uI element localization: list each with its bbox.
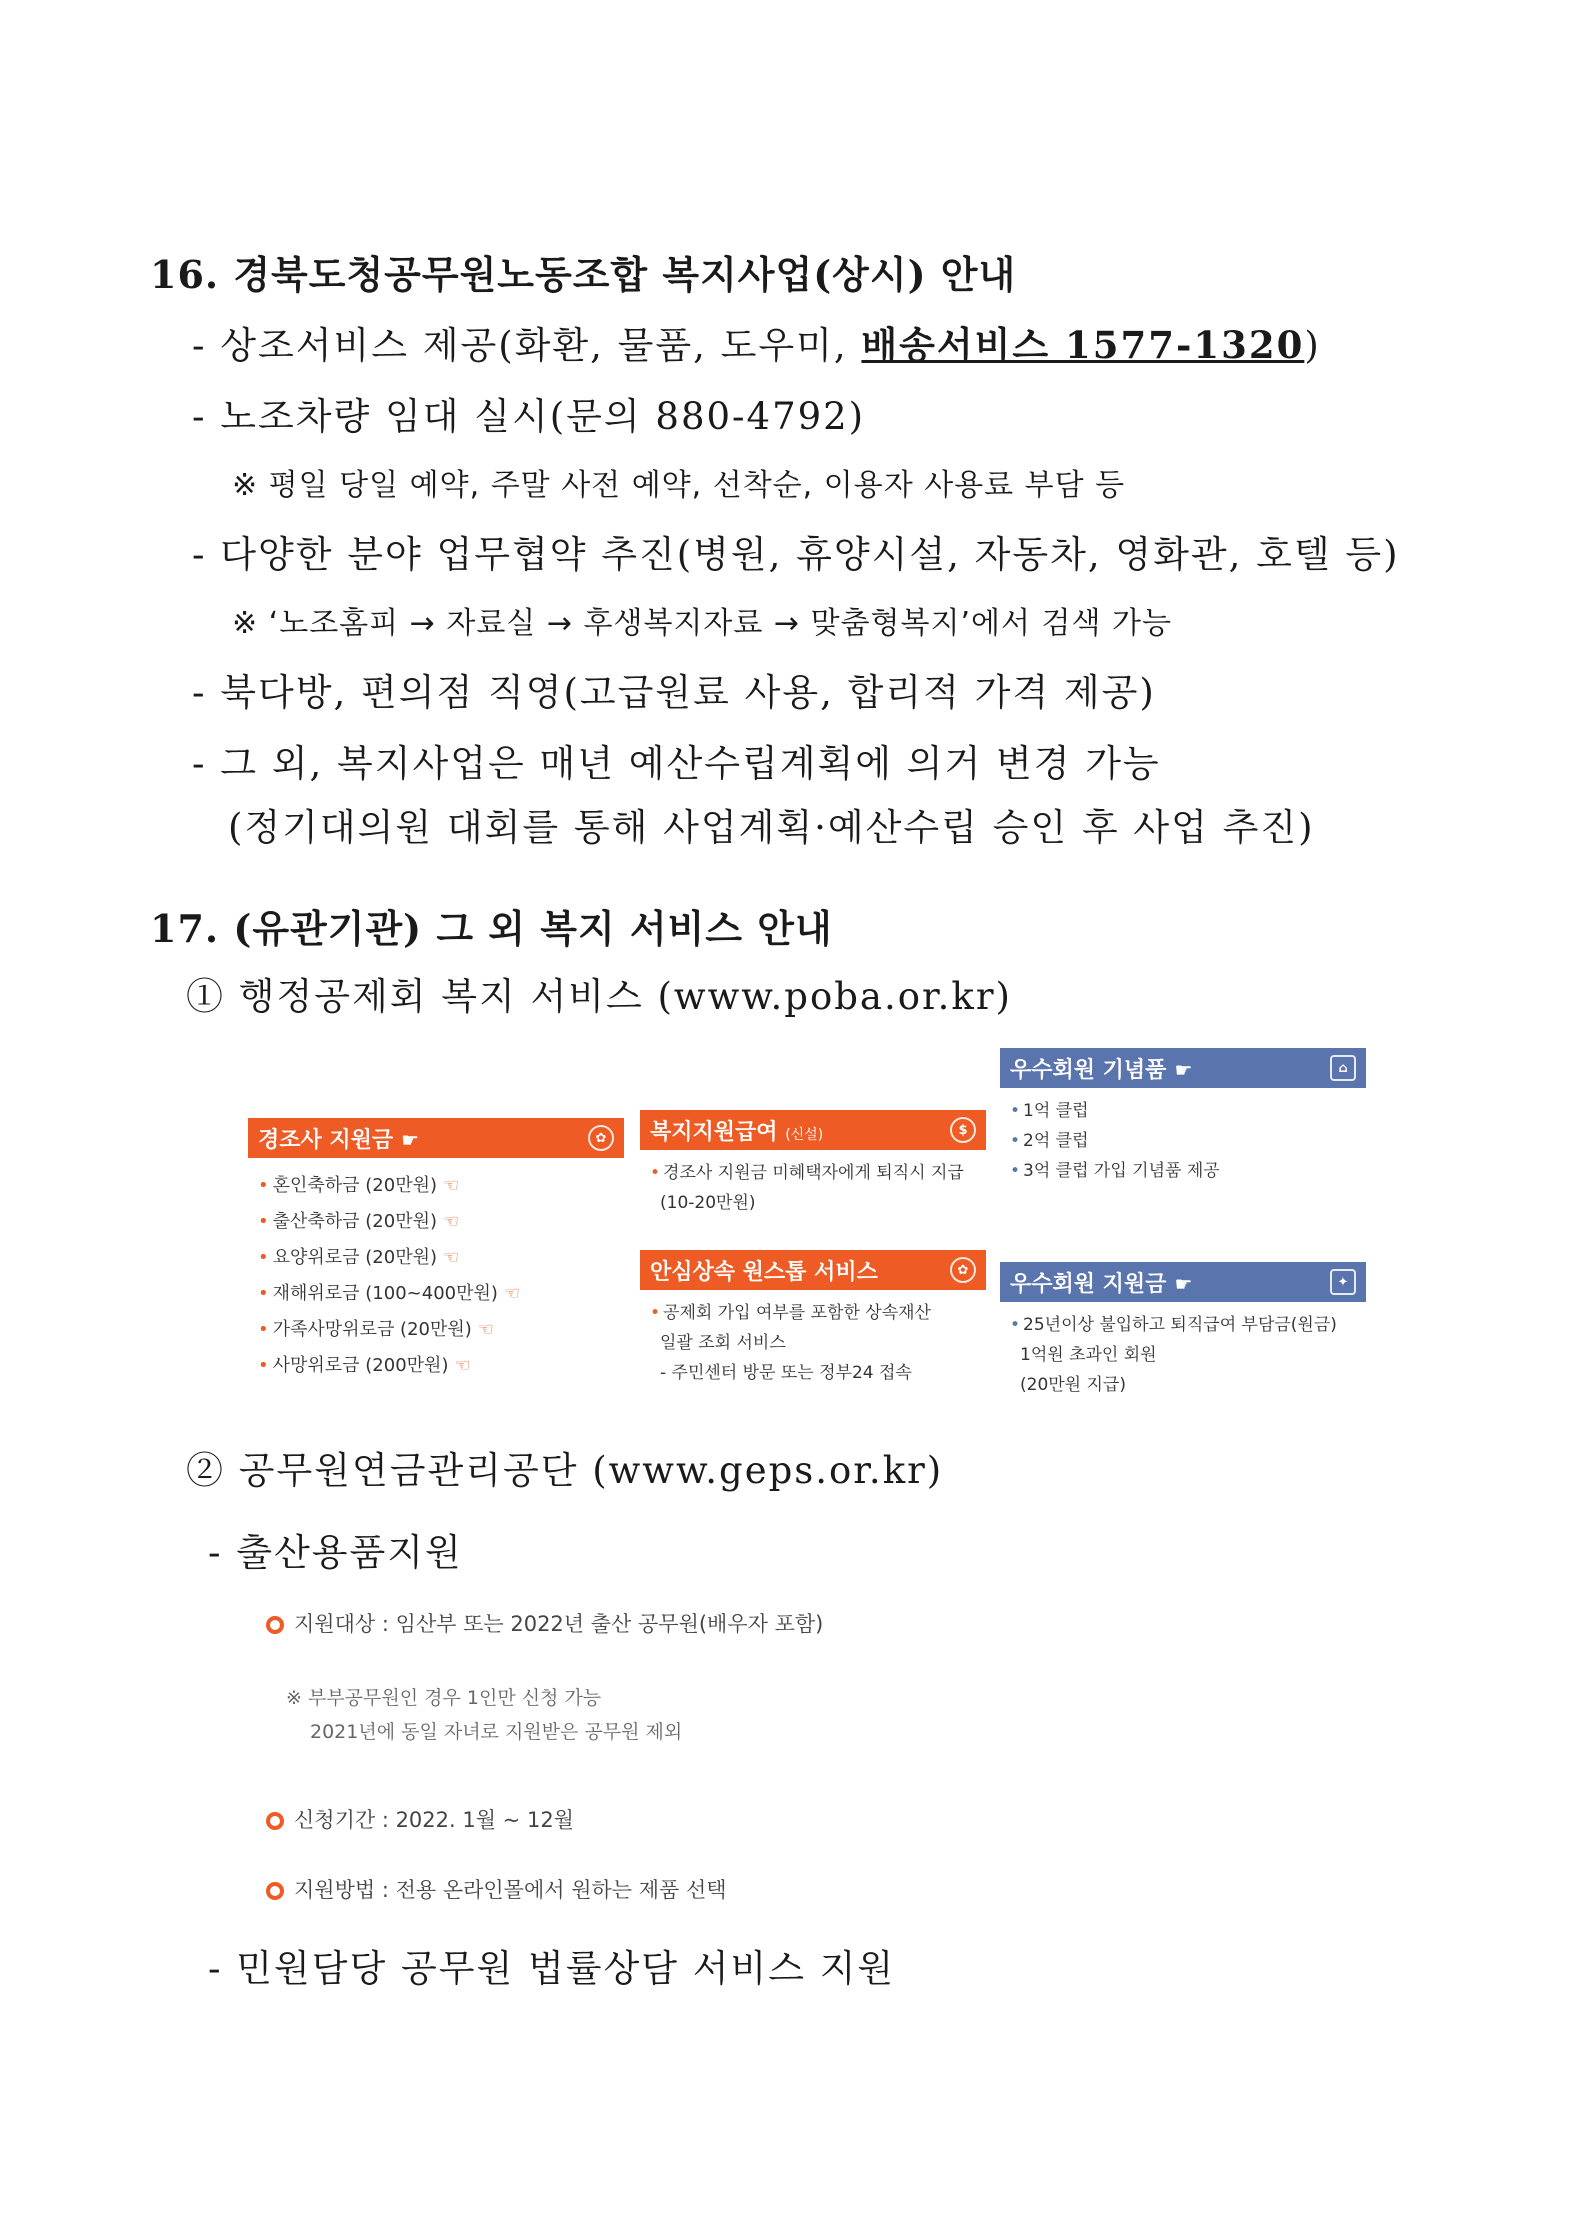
item-1-text: - 상조서비스 제공(화환, 물품, 도우미, xyxy=(192,324,862,367)
panel-body: • 공제회 가입 여부를 포함한 상속재산 일괄 조회 서비스 - 주민센터 방문 또는 정부24 접속 xyxy=(650,1303,931,1383)
new-tag: (신설) xyxy=(785,1126,824,1143)
section-16-item-3-note: ※ ‘노조홈피 → 자료실 → 후생복지자료 → 맞춤형복지’에서 검색 가능 xyxy=(232,606,1172,641)
bullet-circle-icon xyxy=(266,1882,284,1900)
panel-title: 경조사 지원금 xyxy=(258,1127,394,1153)
coin-icon: $ xyxy=(950,1117,976,1143)
legal-service-heading: - 민원담당 공무원 법률상담 서비스 지원 xyxy=(208,1947,896,1990)
panel-title: 우수회원 지원금 xyxy=(1010,1271,1167,1297)
section-16-item-5-line-2: (정기대의원 대회를 통해 사업계획·예산수립 승인 후 사업 추진) xyxy=(228,806,1315,849)
list-item: • 출산축하금 (20만원) ☜ xyxy=(258,1211,460,1232)
geps-note-2: 2021년에 동일 자녀로 지원받은 공무원 제외 xyxy=(310,1721,683,1743)
geps-note-1: ※ 부부공무원인 경우 1인만 신청 가능 xyxy=(286,1687,602,1709)
poba-support-panel xyxy=(1000,1262,1366,1410)
geps-heading: ② 공무원연금관리공단 (www.geps.or.kr) xyxy=(186,1449,944,1492)
section-16-item-3: - 다양한 분야 업무협약 추진(병원, 휴양시설, 자동차, 영화관, 호텔 등) xyxy=(192,533,1400,576)
panel-body: • 경조사 지원금 미혜택자에게 퇴직시 지급 (10-20만원) xyxy=(650,1163,964,1213)
pointing-hand-icon: ☛ xyxy=(1174,1057,1193,1082)
award-icon: ✦ xyxy=(1330,1269,1356,1295)
pointing-hand-icon: ☜ xyxy=(443,1175,460,1196)
poba-inheritance-panel xyxy=(640,1250,986,1400)
bullet-circle-icon xyxy=(266,1812,284,1830)
emblem-icon: ✿ xyxy=(950,1257,976,1283)
list-item: • 가족사망위로금 (20만원) ☜ xyxy=(258,1319,494,1340)
item-1-suffix: ) xyxy=(1304,324,1321,367)
pointing-hand-icon: ☛ xyxy=(401,1127,420,1152)
poba-condolence-panel xyxy=(248,1118,624,1398)
pointing-hand-icon: ☜ xyxy=(454,1355,471,1376)
panel-body: • 25년이상 불입하고 퇴직급여 부담금(원금) 1억원 초과인 회원 (20만원 지급) xyxy=(1010,1315,1337,1395)
list-item: • 요양위로금 (20만원) ☜ xyxy=(258,1247,460,1268)
poba-gift-panel xyxy=(1000,1048,1366,1218)
section-17-title: 17. (유관기관) 그 외 복지 서비스 안내 xyxy=(150,906,833,951)
section-16-item-1 xyxy=(192,315,1321,369)
panel-header xyxy=(1000,1262,1366,1302)
section-16-item-2-note: ※ 평일 당일 예약, 주말 사전 예약, 선착순, 이용자 사용료 부담 등 xyxy=(232,468,1126,503)
pointing-hand-icon: ☜ xyxy=(443,1211,460,1232)
panel-title: 복지지원급여 xyxy=(650,1119,778,1145)
geps-target: 지원대상 : 임산부 또는 2022년 출산 공무원(배우자 포함) xyxy=(266,1608,823,1638)
geps-method: 지원방법 : 전용 온라인몰에서 원하는 제품 선택 xyxy=(266,1874,727,1904)
list-item: • 혼인축하금 (20만원) ☜ xyxy=(258,1175,460,1196)
pointing-hand-icon: ☜ xyxy=(443,1247,460,1268)
list-item: • 재해위로금 (100~400만원) ☜ xyxy=(258,1283,521,1304)
pointing-hand-icon: ☛ xyxy=(1174,1271,1193,1296)
section-16-title: 16. 경북도청공무원노동조합 복지사업(상시) 안내 xyxy=(150,252,1017,297)
gift-icon: ⌂ xyxy=(1330,1055,1356,1081)
panel-body: • 1억 클럽 • 2억 클럽 • 3억 클럽 가입 기념품 제공 xyxy=(1010,1101,1220,1181)
panel-header xyxy=(248,1118,624,1158)
panel-header xyxy=(640,1250,986,1290)
panel-title: 안심상속 원스톱 서비스 xyxy=(650,1259,878,1285)
section-16-item-5: - 그 외, 복지사업은 매년 예산수립계획에 의거 변경 가능 xyxy=(192,742,1161,785)
maternity-support-heading: - 출산용품지원 xyxy=(208,1531,463,1574)
section-16-item-4: - 북다방, 편의점 직영(고급원료 사용, 합리적 가격 제공) xyxy=(192,671,1156,714)
geps-period: 신청기간 : 2022. 1월 ~ 12월 xyxy=(266,1804,574,1834)
delivery-service-phone: 배송서비스 1577-1320 xyxy=(861,323,1305,367)
emblem-icon: ✿ xyxy=(588,1125,614,1151)
panel-title: 우수회원 기념품 xyxy=(1010,1057,1167,1083)
bullet-circle-icon xyxy=(266,1616,284,1634)
condolence-list xyxy=(248,1158,624,1384)
pointing-hand-icon: ☜ xyxy=(477,1319,494,1340)
panel-header xyxy=(1000,1048,1366,1088)
poba-welfare-pay-panel xyxy=(640,1110,986,1230)
panel-header xyxy=(640,1110,986,1150)
list-item: • 사망위로금 (200만원) ☜ xyxy=(258,1355,471,1376)
section-16-item-2: - 노조차량 임대 실시(문의 880-4792) xyxy=(192,395,866,438)
poba-heading: ① 행정공제회 복지 서비스 (www.poba.or.kr) xyxy=(186,975,1012,1018)
pointing-hand-icon: ☜ xyxy=(503,1283,521,1304)
